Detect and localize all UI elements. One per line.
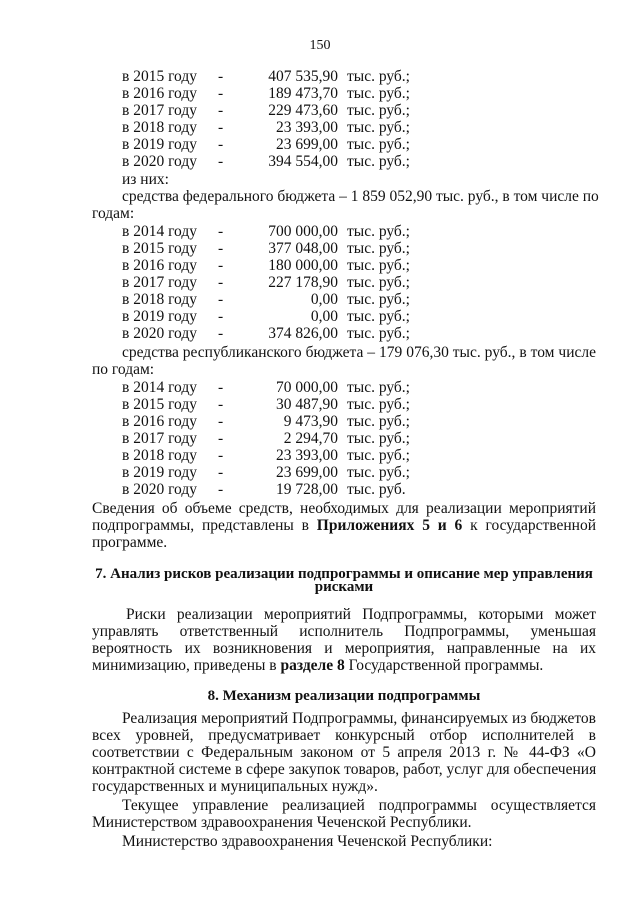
year-label: в 2017 году <box>122 274 197 291</box>
dash: - <box>218 447 224 464</box>
section-8-line: государственных и муниципальных нужд». <box>92 778 378 795</box>
amount: 374 826,00 <box>268 325 338 342</box>
unit: тыс. руб.; <box>347 430 410 447</box>
amount: 23 699,00 <box>276 464 338 481</box>
section-7-line: управлять ответственный исполнитель Подпрограммы, уменьшая <box>92 623 596 640</box>
dash: - <box>218 464 224 481</box>
info-line <box>92 517 596 534</box>
dash: - <box>218 85 224 102</box>
year-label: в 2018 году <box>122 291 197 308</box>
dash: - <box>218 325 224 342</box>
of-them-label: из них: <box>122 171 169 188</box>
republic-budget-line-cont: по годам: <box>92 361 155 378</box>
info-text: подпрограммы, представлены в <box>92 517 317 534</box>
dash: - <box>218 308 224 325</box>
amount: 9 473,90 <box>283 413 338 430</box>
year-label: в 2020 году <box>122 325 197 342</box>
section-7-line: вероятность их возникновения и мероприятия, направленные на их <box>92 640 596 657</box>
dash: - <box>218 257 224 274</box>
unit: тыс. руб.; <box>347 85 410 102</box>
dash: - <box>218 379 224 396</box>
year-label: в 2018 году <box>122 447 197 464</box>
year-label: в 2018 году <box>122 119 197 136</box>
year-label: в 2015 году <box>122 240 197 257</box>
section-7-heading-cont: рисками <box>314 579 374 595</box>
amount: 23 393,00 <box>276 447 338 464</box>
section-8-line: Реализация мероприятий Подпрограммы, финансируемых из бюджетов <box>122 710 596 727</box>
section-8-line: Министерством здравоохранения Чеченской Республики. <box>92 814 472 831</box>
amount: 700 000,00 <box>268 223 338 240</box>
appendix-reference: Приложениях 5 и 6 <box>316 517 463 534</box>
section-7-line: Риски реализации мероприятий Подпрограммы, которыми может <box>126 606 596 623</box>
unit: тыс. руб.; <box>347 68 410 85</box>
dash: - <box>218 413 224 430</box>
year-label: в 2019 году <box>122 308 197 325</box>
federal-budget-line: средства федерального бюджета – 1 859 052,90 тыс. руб., в том числе по <box>122 188 599 205</box>
year-label: в 2016 году <box>122 413 197 430</box>
section-reference: разделе 8 <box>280 657 345 674</box>
amount: 180 000,00 <box>268 257 338 274</box>
section-7-text: минимизацию, приведены в <box>92 657 281 674</box>
year-label: в 2020 году <box>122 481 197 498</box>
republic-budget-line: средства республиканского бюджета – 179 076,30 тыс. руб., в том числе <box>122 344 596 361</box>
section-8-line: соответствии с Федеральным законом от 5 апреля 2013 г. № 44-ФЗ «О <box>92 744 596 761</box>
section-7-text: Государственной программы. <box>344 657 544 674</box>
amount: 19 728,00 <box>276 481 338 498</box>
amount: 229 473,60 <box>268 102 338 119</box>
amount: 227 178,90 <box>268 274 338 291</box>
amount: 0,00 <box>310 291 338 308</box>
info-text: к государственной <box>462 517 596 534</box>
unit: тыс. руб.; <box>347 102 410 119</box>
section-8-line: Текущее управление реализацией подпрограммы осуществляется <box>122 797 596 814</box>
dash: - <box>218 136 224 153</box>
year-label: в 2020 году <box>122 153 197 170</box>
amount: 23 393,00 <box>276 119 338 136</box>
unit: тыс. руб.; <box>347 119 410 136</box>
dash: - <box>218 481 224 498</box>
dash: - <box>218 430 224 447</box>
dash: - <box>218 68 224 85</box>
unit: тыс. руб.; <box>347 274 410 291</box>
dash: - <box>218 102 224 119</box>
year-label: в 2014 году <box>122 223 197 240</box>
section-8-line: контрактной системе в сфере закупок товаров, работ, услуг для обеспечения <box>92 761 597 778</box>
unit: тыс. руб.; <box>347 325 410 342</box>
page-number: 150 <box>309 38 331 53</box>
section-8-heading: 8. Механизм реализации подпрограммы <box>207 688 481 704</box>
unit: тыс. руб.; <box>347 291 410 308</box>
year-label: в 2019 году <box>122 464 197 481</box>
unit: тыс. руб.; <box>347 223 410 240</box>
year-label: в 2017 году <box>122 430 197 447</box>
unit: тыс. руб.; <box>347 379 410 396</box>
info-line: программе. <box>92 534 168 551</box>
dash: - <box>218 396 224 413</box>
dash: - <box>218 119 224 136</box>
section-8-line: всех уровней, предусматривает конкурсный отбор исполнителей в <box>92 727 596 744</box>
unit: тыс. руб.; <box>347 413 410 430</box>
dash: - <box>218 274 224 291</box>
unit: тыс. руб.; <box>347 464 410 481</box>
unit: тыс. руб.; <box>347 396 410 413</box>
year-label: в 2016 году <box>122 257 197 274</box>
year-label: в 2019 году <box>122 136 197 153</box>
year-label: в 2017 году <box>122 102 197 119</box>
amount: 0,00 <box>310 308 338 325</box>
year-label: в 2016 году <box>122 85 197 102</box>
year-label: в 2015 году <box>122 396 197 413</box>
dash: - <box>218 153 224 170</box>
unit: тыс. руб.; <box>347 240 410 257</box>
amount: 70 000,00 <box>276 379 338 396</box>
amount: 394 554,00 <box>268 153 338 170</box>
unit: тыс. руб.; <box>347 257 410 274</box>
info-line: Сведения об объеме средств, необходимых для реализации мероприятий <box>92 500 596 517</box>
unit: тыс. руб.; <box>347 308 410 325</box>
amount: 189 473,70 <box>268 85 338 102</box>
year-label: в 2014 году <box>122 379 197 396</box>
unit: тыс. руб.; <box>347 447 410 464</box>
unit: тыс. руб.; <box>347 136 410 153</box>
dash: - <box>218 291 224 308</box>
unit: тыс. руб. <box>347 481 406 498</box>
amount: 2 294,70 <box>283 430 338 447</box>
section-7-heading: 7. Анализ рисков реализации подпрограммы и описание мер управления <box>95 566 593 582</box>
dash: - <box>218 223 224 240</box>
dash: - <box>218 240 224 257</box>
federal-budget-line-cont: годам: <box>92 205 135 222</box>
amount: 377 048,00 <box>268 240 338 257</box>
amount: 23 699,00 <box>276 136 338 153</box>
unit: тыс. руб.; <box>347 153 410 170</box>
amount: 407 535,90 <box>268 68 338 85</box>
amount: 30 487,90 <box>276 396 338 413</box>
year-label: в 2015 году <box>122 68 197 85</box>
section-7-line <box>92 657 543 674</box>
section-8-line: Министерство здравоохранения Чеченской Республики: <box>122 833 493 850</box>
